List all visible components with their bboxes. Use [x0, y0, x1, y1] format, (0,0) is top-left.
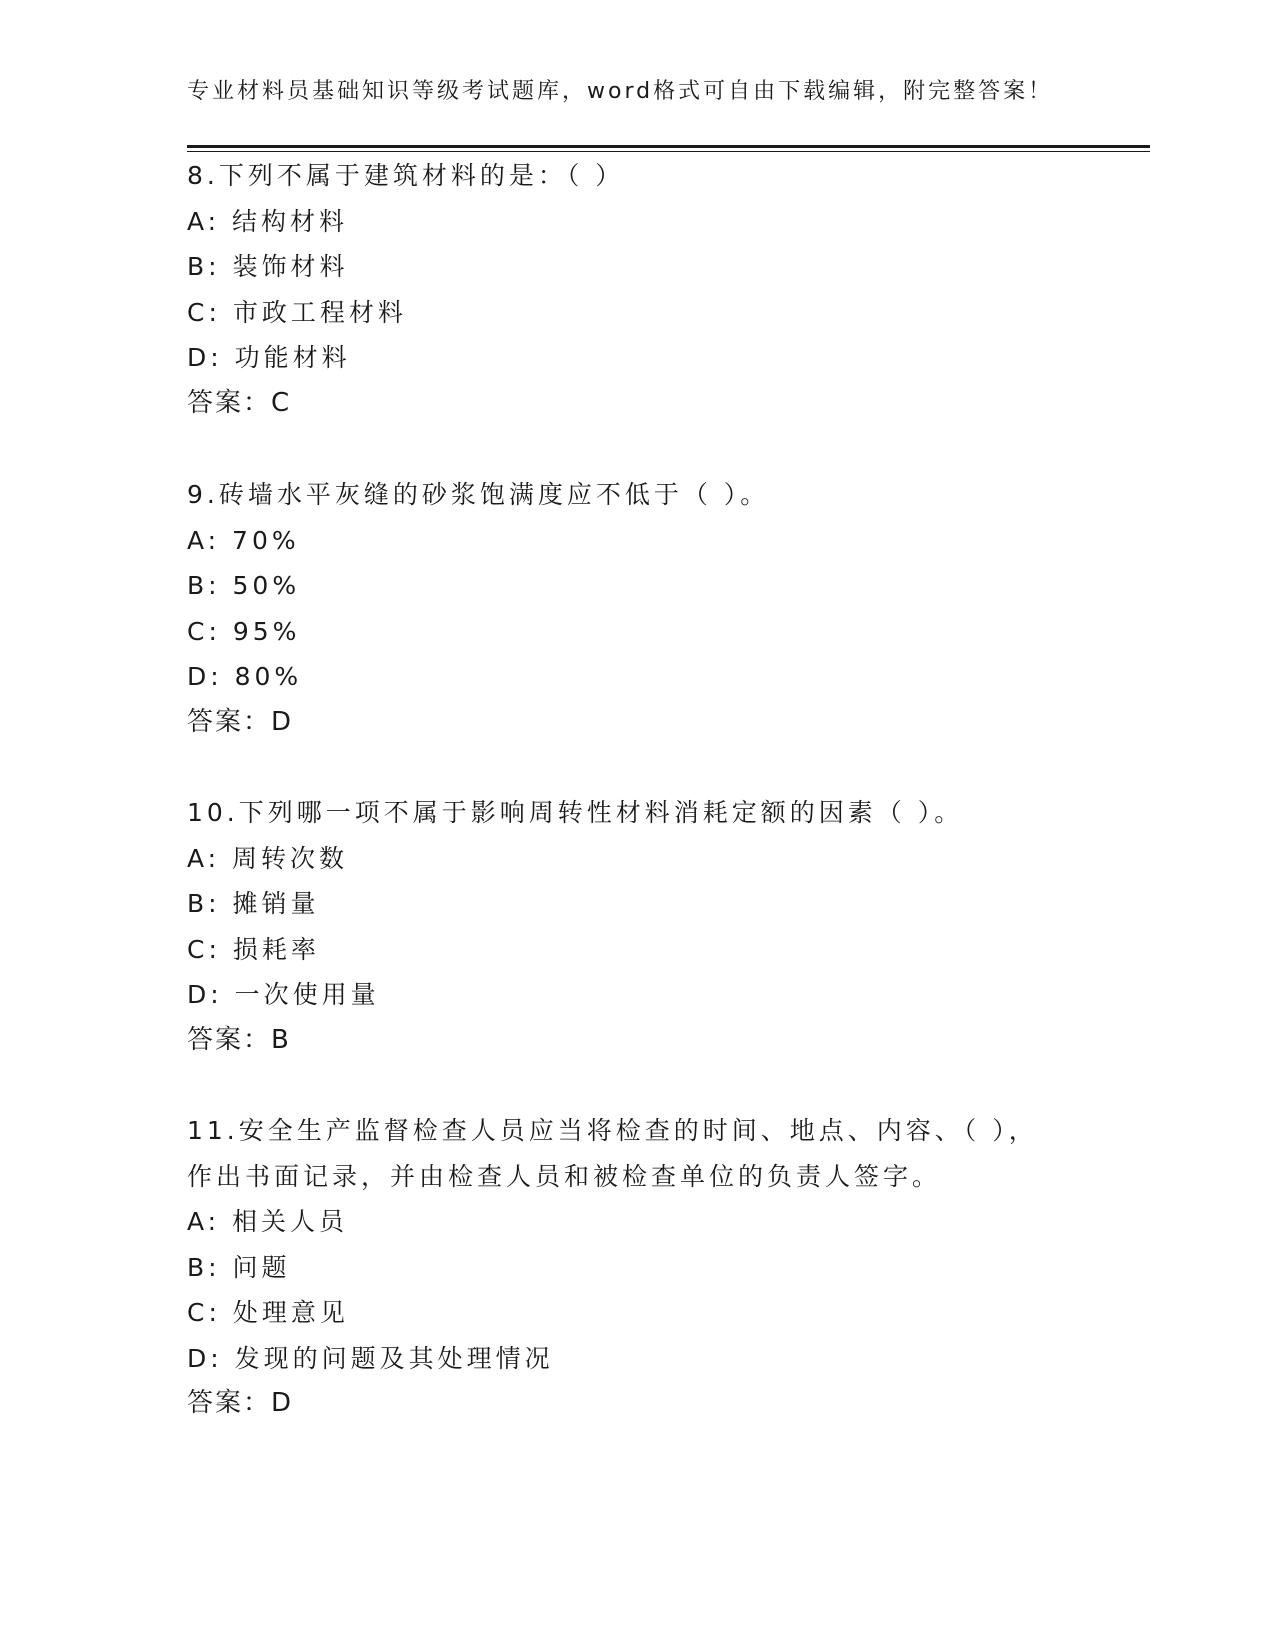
question-8 — [187, 153, 1087, 426]
question-9 — [187, 472, 1087, 745]
option-c: C: 市政工程材料 — [187, 297, 407, 327]
answer: 答案：D — [187, 706, 294, 737]
option-a: A: 相关人员 — [187, 1207, 349, 1236]
question-stem-line-1: 11.安全生产监督检查人员应当将检查的时间、地点、内容、（ ）， — [187, 1116, 1038, 1145]
answer: 答案：D — [187, 1388, 294, 1418]
option-d: D: 80% — [187, 662, 303, 691]
option-d: D: 一次使用量 — [187, 980, 380, 1009]
question-10 — [187, 790, 1087, 1063]
option-a: A: 70% — [187, 525, 300, 555]
option-d: D: 功能材料 — [187, 343, 351, 372]
option-c: C: 95% — [187, 616, 301, 646]
option-b: B: 50% — [187, 571, 301, 600]
option-a: A: 结构材料 — [187, 206, 349, 236]
question-stem-line-2: 作出书面记录，并由检查人员和被检查单位的负责人签字。 — [187, 1161, 942, 1191]
question-11 — [187, 1108, 1087, 1427]
option-b: B: 问题 — [187, 1252, 291, 1282]
answer: 答案：C — [187, 387, 292, 418]
header-divider-thick — [187, 145, 1150, 148]
page-header: 专业材料员基础知识等级考试题库，word格式可自由下载编辑，附完整答案！ — [187, 79, 1054, 104]
header-divider-thin — [187, 151, 1150, 152]
option-d: D: 发现的问题及其处理情况 — [187, 1343, 554, 1373]
option-c: C: 损耗率 — [187, 934, 320, 964]
option-b: B: 装饰材料 — [187, 252, 349, 281]
question-stem: 9.砖墙水平灰缝的砂浆饱满度应不低于（ ）。 — [187, 480, 770, 509]
answer: 答案：B — [187, 1024, 291, 1055]
option-c: C: 处理意见 — [187, 1298, 349, 1327]
option-b: B: 摊销量 — [187, 889, 320, 918]
question-stem: 10.下列哪一项不属于影响周转性材料消耗定额的因素（ ）。 — [187, 798, 964, 827]
option-a: A: 周转次数 — [187, 843, 349, 873]
question-stem: 8.下列不属于建筑材料的是：（ ） — [187, 161, 625, 190]
